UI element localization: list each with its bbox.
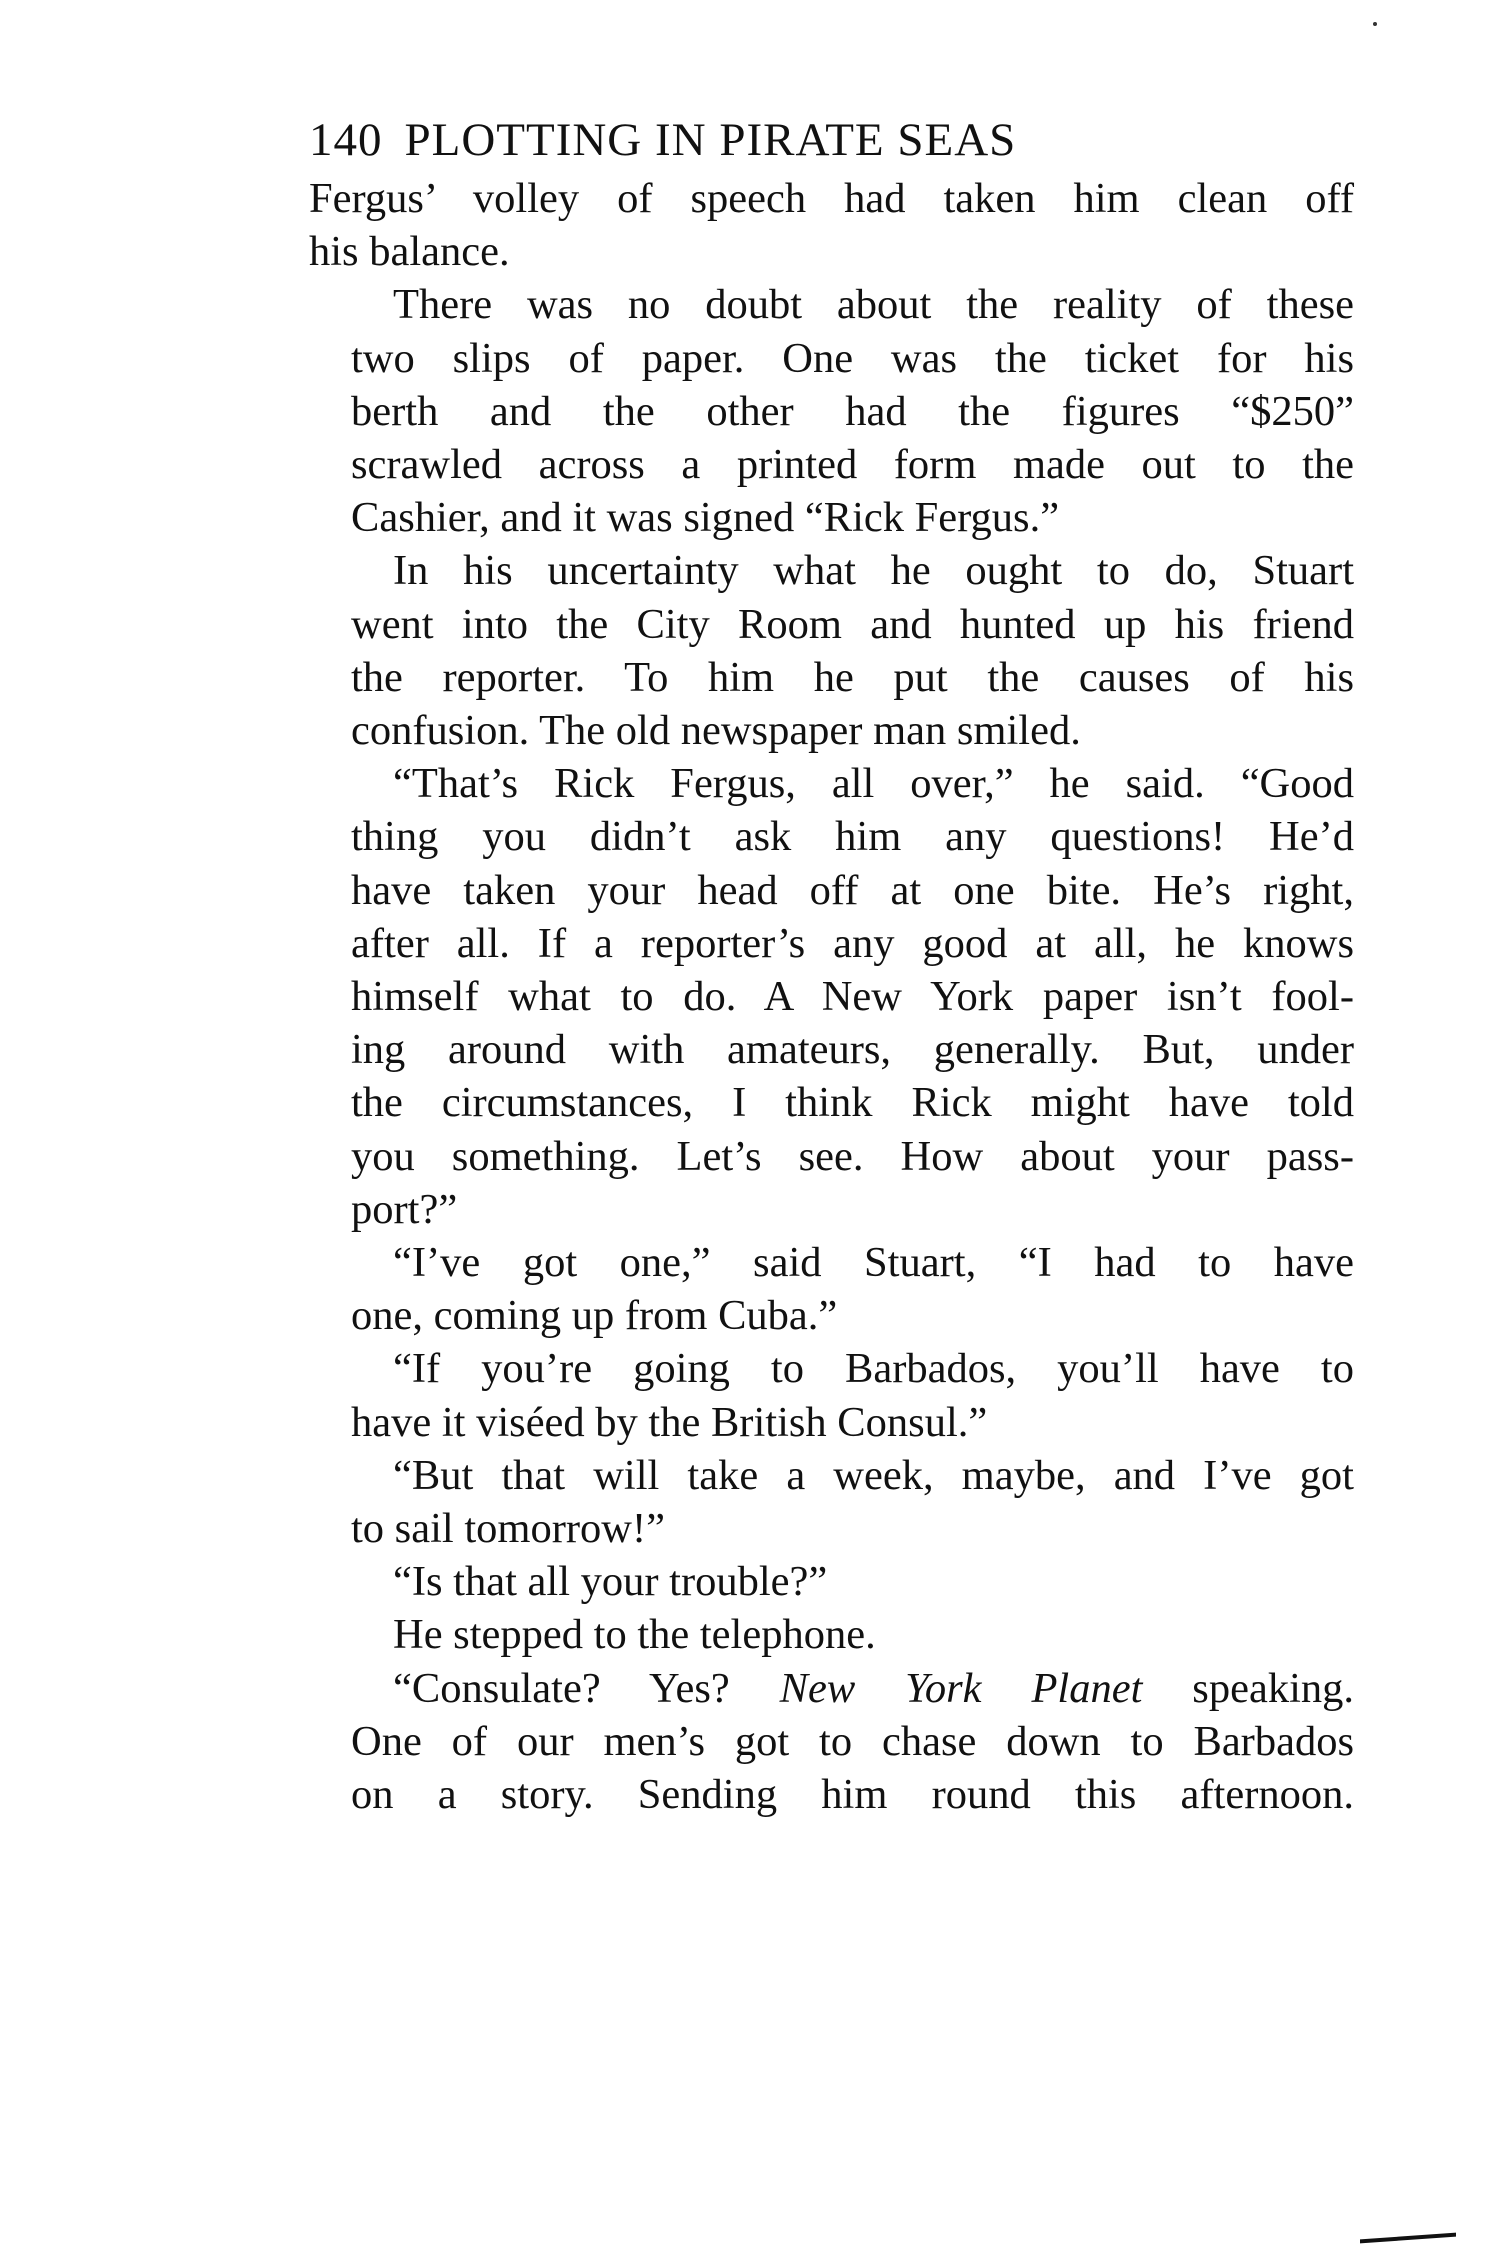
text-line: confusion. The old newspaper man smiled.	[351, 707, 1081, 755]
running-title: PLOTTING IN PIRATE SEAS	[404, 114, 1017, 166]
text-line: on a story. Sending him round this afternoon.	[351, 1771, 1354, 1819]
text-line: the reporter. To him he put the causes of his	[351, 653, 1354, 701]
paragraph	[309, 757, 1354, 1236]
text-line: He stepped to the telephone.	[393, 1611, 876, 1659]
body-text	[309, 172, 1354, 1821]
text-line: port?”	[351, 1185, 458, 1233]
text-line: his balance.	[309, 228, 510, 276]
text-line: ing around with amateurs, generally. But, under	[351, 1026, 1354, 1074]
book-page	[309, 110, 1354, 1821]
text-line: himself what to do. A New York paper isn’t fool-	[351, 973, 1354, 1021]
paragraph	[309, 544, 1354, 757]
text-line: thing you didn’t ask him any questions! He’d	[351, 813, 1354, 861]
page-edge-mark	[1360, 2225, 1456, 2244]
page-number: 140	[309, 114, 383, 166]
text-line: “That’s Rick Fergus, all over,” he said. “Good	[393, 760, 1354, 808]
paragraph	[309, 1555, 1354, 1608]
paragraph	[309, 1608, 1354, 1661]
text-line: one, coming up from Cuba.”	[351, 1292, 838, 1340]
text-line: One of our men’s got to chase down to Barbados	[351, 1717, 1354, 1765]
text-line: went into the City Room and hunted up his friend	[351, 600, 1354, 648]
text-line: Cashier, and it was signed “Rick Fergus.”	[351, 494, 1060, 542]
paragraph	[309, 1449, 1354, 1555]
paragraph	[309, 1662, 1354, 1822]
text-line: you something. Let’s see. How about your pass-	[351, 1132, 1354, 1180]
text-line: scrawled across a printed form made out to the	[351, 441, 1354, 489]
text-line: Fergus’ volley of speech had taken him clean off	[309, 175, 1354, 222]
paragraph	[309, 1236, 1354, 1342]
text-run: speaking.	[1142, 1664, 1355, 1712]
text-line: “But that will take a week, maybe, and I’ve got	[393, 1451, 1354, 1499]
text-line: two slips of paper. One was the ticket for his	[351, 334, 1354, 382]
page-speck	[1373, 22, 1377, 26]
paragraph	[309, 278, 1354, 544]
text-line: the circumstances, I think Rick might have told	[351, 1079, 1354, 1127]
text-line: berth and the other had the figures “$250”	[351, 387, 1354, 435]
text-line: to sail tomorrow!”	[351, 1505, 665, 1553]
text-line: have taken your head off at one bite. He’s right,	[351, 866, 1354, 914]
paragraph	[309, 1342, 1354, 1448]
paragraph	[309, 172, 1354, 278]
text-run: “Consulate? Yes?	[393, 1664, 780, 1712]
text-line: after all. If a reporter’s any good at all, he knows	[351, 919, 1354, 967]
text-line: “If you’re going to Barbados, you’ll have to	[393, 1345, 1354, 1393]
text-line: “I’ve got one,” said Stuart, “I had to have	[393, 1239, 1354, 1287]
newspaper-name-italic: New York Planet	[779, 1664, 1143, 1712]
text-line: In his uncertainty what he ought to do, Stuart	[393, 547, 1354, 595]
text-line: There was no doubt about the reality of these	[393, 281, 1354, 329]
text-line: “Is that all your trouble?”	[393, 1558, 828, 1606]
text-line: have it viséed by the British Consul.”	[351, 1398, 988, 1446]
text-line	[309, 1662, 1354, 1715]
running-head	[309, 110, 1354, 172]
